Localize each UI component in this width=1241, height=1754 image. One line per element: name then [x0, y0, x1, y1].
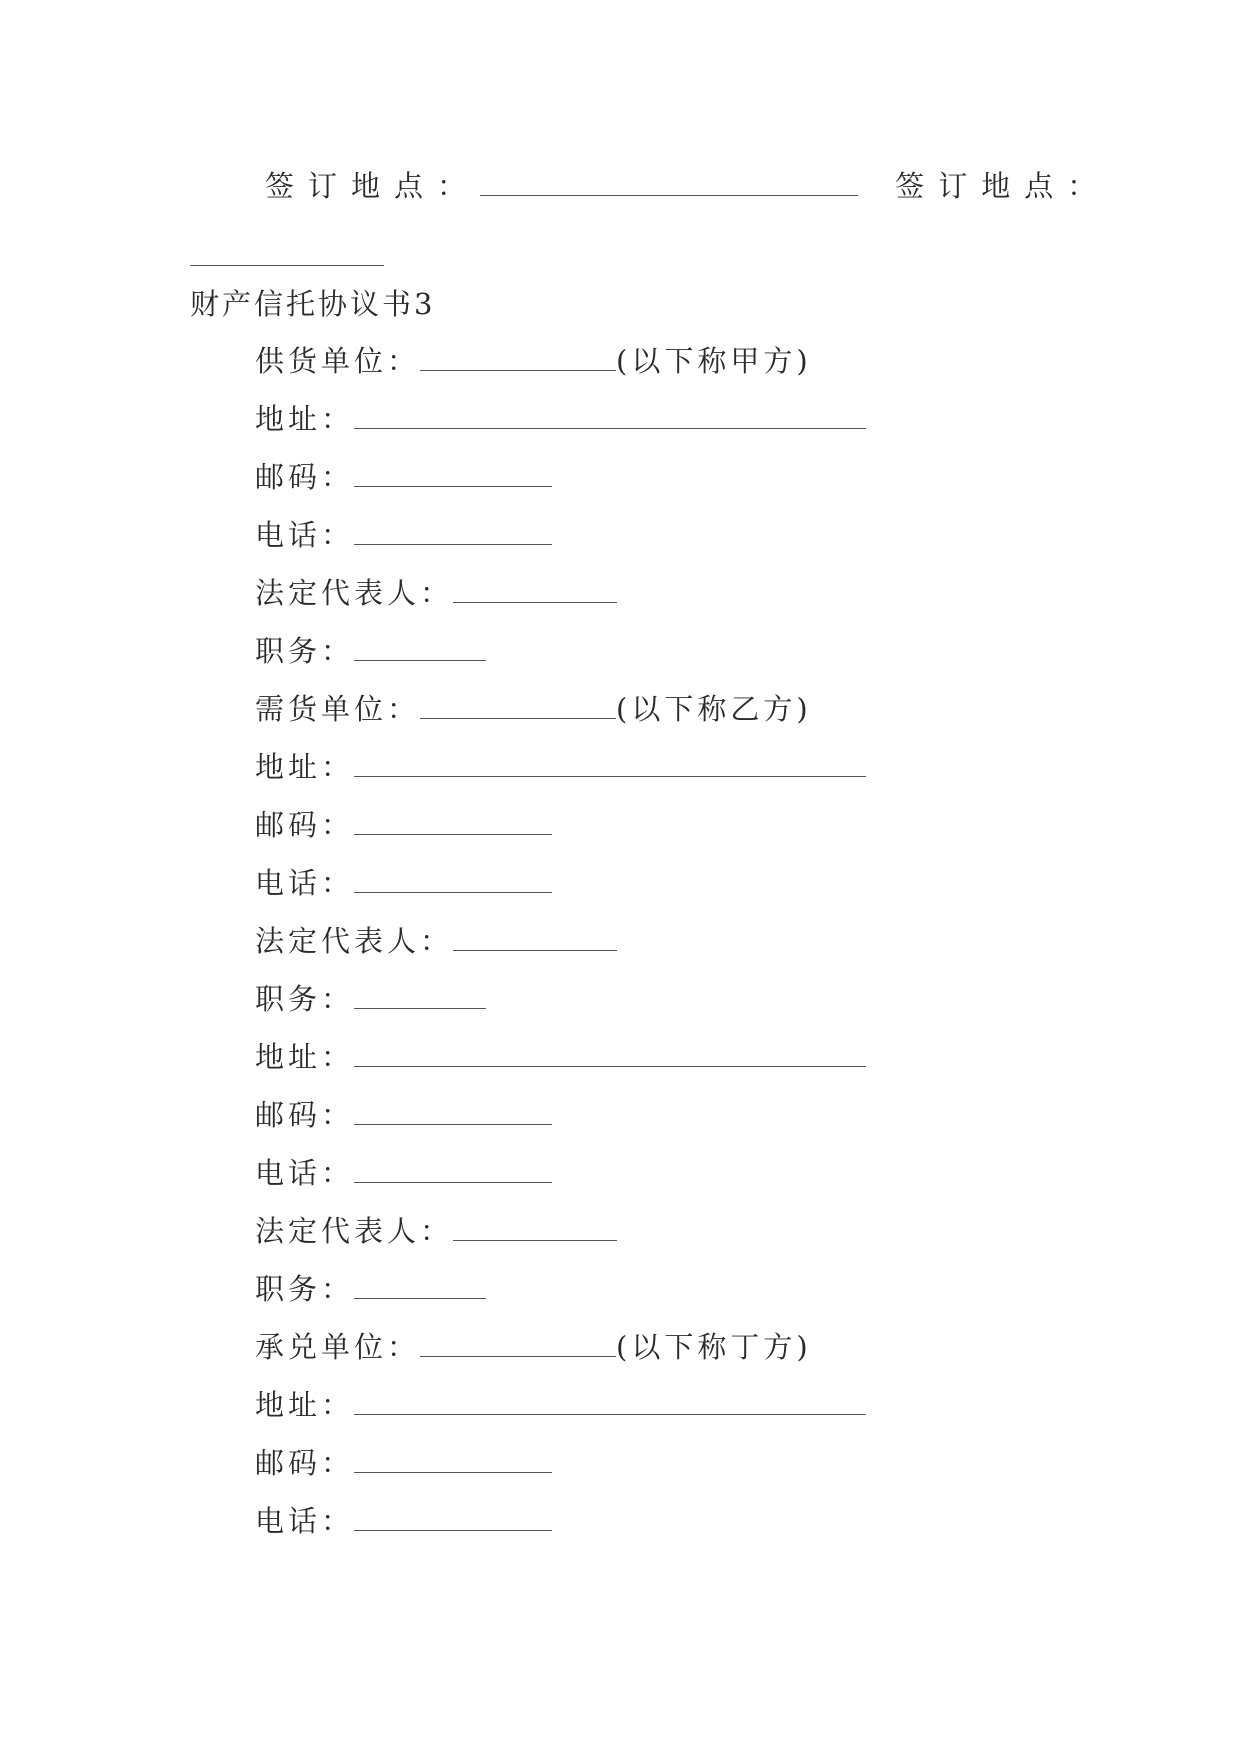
unit-blank[interactable] — [420, 1328, 616, 1357]
legal-rep-line — [255, 921, 617, 961]
legal-rep-blank[interactable] — [453, 574, 617, 603]
position-line — [255, 631, 486, 671]
phone-blank[interactable] — [354, 516, 552, 545]
phone-line — [255, 863, 552, 903]
address-line — [255, 747, 866, 787]
position-label: 职务： — [255, 1272, 355, 1306]
postcode-line — [255, 1443, 552, 1483]
phone-line — [255, 1153, 552, 1193]
place-line — [265, 166, 1110, 206]
phone-blank[interactable] — [354, 1502, 552, 1531]
postcode-line — [255, 457, 552, 497]
position-line — [255, 1269, 486, 1309]
legal-rep-line — [255, 573, 617, 613]
party-suffix: (以下称乙方) — [616, 692, 812, 726]
phone-line — [255, 515, 552, 555]
postcode-label: 邮码： — [255, 1446, 355, 1480]
postcode-blank[interactable] — [354, 1096, 552, 1125]
postcode-label: 邮码： — [255, 1098, 355, 1132]
unit-label: 供货单位： — [255, 344, 421, 378]
position-blank[interactable] — [354, 980, 486, 1009]
postcode-blank[interactable] — [354, 806, 552, 835]
legal-rep-label: 法定代表人： — [255, 576, 454, 610]
unit-label: 承兑单位： — [255, 1330, 421, 1364]
postcode-label: 邮码： — [255, 460, 355, 494]
address-blank[interactable] — [354, 400, 866, 429]
unit-blank[interactable] — [420, 342, 616, 371]
phone-label: 电话： — [255, 1156, 355, 1190]
address-blank[interactable] — [354, 1386, 866, 1415]
address-label: 地址： — [255, 750, 355, 784]
phone-label: 电话： — [255, 866, 355, 900]
address-line — [255, 1385, 866, 1425]
place-blank-continued[interactable] — [190, 236, 384, 276]
party-suffix: (以下称甲方) — [616, 344, 812, 378]
postcode-line — [255, 805, 552, 845]
address-label: 地址： — [255, 402, 355, 436]
party-unit-line — [255, 341, 812, 381]
address-label: 地址： — [255, 1388, 355, 1422]
place-label: 签订地点： — [265, 169, 481, 203]
postcode-blank[interactable] — [354, 458, 552, 487]
phone-blank[interactable] — [354, 864, 552, 893]
address-blank[interactable] — [354, 748, 866, 777]
address-line — [255, 1037, 866, 1077]
postcode-line — [255, 1095, 552, 1135]
legal-rep-line — [255, 1211, 617, 1251]
legal-rep-blank[interactable] — [453, 922, 617, 951]
place-blank[interactable] — [480, 167, 858, 196]
legal-rep-label: 法定代表人： — [255, 924, 454, 958]
position-blank[interactable] — [354, 1270, 486, 1299]
address-blank[interactable] — [354, 1038, 866, 1067]
position-blank[interactable] — [354, 632, 486, 661]
party-suffix: (以下称丁方) — [616, 1330, 812, 1364]
document-title: 财产信托协议书3 — [190, 287, 436, 321]
legal-rep-blank[interactable] — [453, 1212, 617, 1241]
unit-blank[interactable] — [420, 690, 616, 719]
address-line — [255, 399, 866, 439]
postcode-label: 邮码： — [255, 808, 355, 842]
phone-label: 电话： — [255, 518, 355, 552]
position-line — [255, 979, 486, 1019]
postcode-blank[interactable] — [354, 1444, 552, 1473]
phone-blank[interactable] — [354, 1154, 552, 1183]
phone-label: 电话： — [255, 1504, 355, 1538]
address-label: 地址： — [255, 1040, 355, 1074]
party-unit-line — [255, 1327, 812, 1367]
place-label: 签订地点： — [895, 169, 1111, 203]
position-label: 职务： — [255, 634, 355, 668]
legal-rep-label: 法定代表人： — [255, 1214, 454, 1248]
unit-label: 需货单位： — [255, 692, 421, 726]
position-label: 职务： — [255, 982, 355, 1016]
phone-line — [255, 1501, 552, 1541]
party-unit-line — [255, 689, 812, 729]
